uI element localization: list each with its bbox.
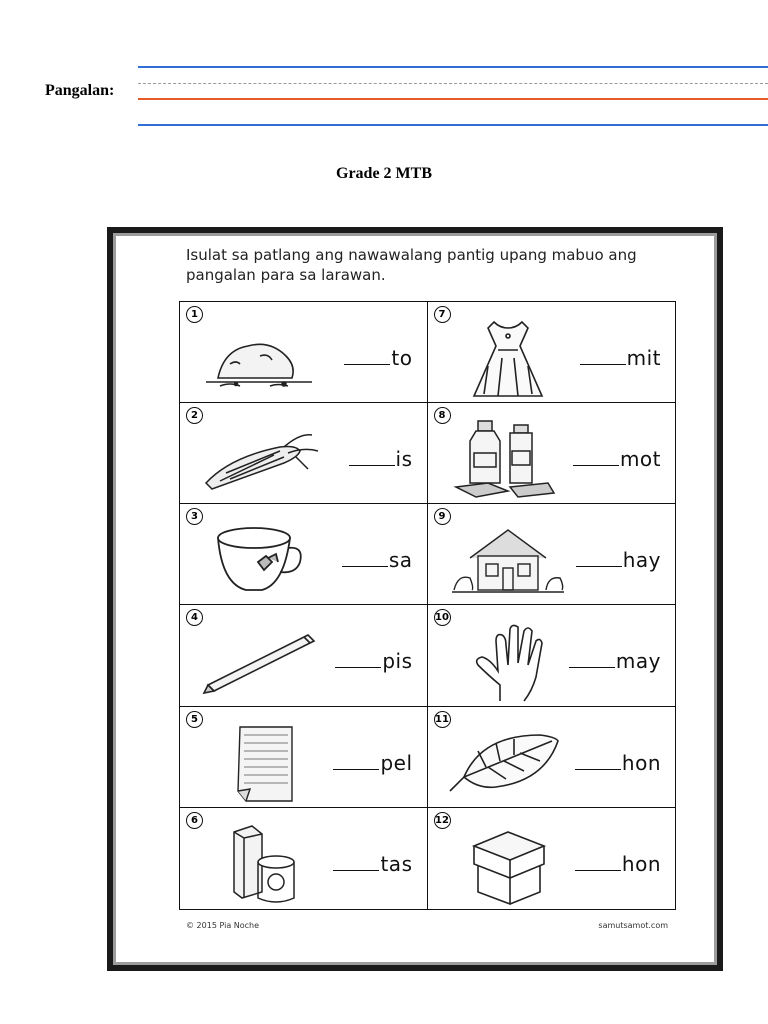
exercise-item: [428, 808, 676, 909]
item-number: 9: [434, 508, 451, 525]
exercise-item: [180, 504, 428, 605]
exercise-item: [428, 302, 676, 403]
box-icon: [448, 822, 568, 906]
corn-icon: [200, 417, 320, 501]
exercise-item: [180, 403, 428, 504]
worksheet: [107, 227, 723, 971]
answer-field[interactable]: [575, 751, 661, 775]
cup-icon: [200, 518, 320, 602]
item-number: 6: [186, 812, 203, 829]
exercise-grid: [179, 301, 676, 910]
pencil-icon: [200, 619, 320, 703]
name-label: Pangalan:: [45, 82, 115, 99]
exercise-item: [428, 707, 676, 808]
exercise-item: [180, 605, 428, 706]
item-number: 4: [186, 609, 203, 626]
item-number: 3: [186, 508, 203, 525]
syllable-suffix: sa: [388, 548, 413, 573]
answer-field[interactable]: [576, 548, 661, 572]
syllable-suffix: hon: [621, 851, 661, 876]
hand-icon: [448, 619, 568, 703]
answer-field[interactable]: [333, 852, 412, 876]
syllable-suffix: may: [615, 649, 661, 674]
item-number: 2: [186, 407, 203, 424]
syllable-suffix: pis: [382, 649, 413, 674]
house-icon: [448, 518, 568, 602]
writing-line-top: [138, 66, 768, 68]
exercise-item: [180, 808, 428, 909]
document-title: Grade 2 MTB: [336, 165, 432, 182]
item-number: 11: [434, 711, 451, 728]
writing-line-bottom: [138, 124, 768, 126]
answer-field[interactable]: [580, 346, 661, 370]
answer-field[interactable]: [573, 447, 661, 471]
writing-line-dashed: [138, 83, 768, 84]
answer-field[interactable]: [344, 346, 412, 370]
item-number: 5: [186, 711, 203, 728]
answer-field[interactable]: [335, 649, 412, 673]
exercise-item: [180, 707, 428, 808]
leaf-icon: [448, 721, 568, 805]
medicine-icon: [448, 417, 568, 501]
syllable-suffix: hon: [621, 750, 661, 775]
exercise-item: [428, 504, 676, 605]
syllable-suffix: tas: [380, 851, 413, 876]
website-text: samutsamot.com: [598, 921, 668, 930]
answer-field[interactable]: [569, 649, 661, 673]
syllable-suffix: hay: [622, 548, 661, 573]
paper-icon: [200, 721, 320, 805]
item-number: 10: [434, 609, 451, 626]
cans-icon: [200, 822, 320, 906]
answer-field[interactable]: [575, 852, 661, 876]
rock-icon: [200, 316, 320, 400]
item-number: 7: [434, 306, 451, 323]
syllable-suffix: mit: [626, 346, 661, 370]
syllable-suffix: mot: [619, 447, 661, 472]
exercise-item: [428, 403, 676, 504]
exercise-item: [428, 605, 676, 706]
syllable-suffix: to: [391, 346, 413, 370]
item-number: 12: [434, 812, 451, 829]
item-number: 1: [186, 306, 203, 323]
answer-field[interactable]: [342, 548, 413, 572]
dress-icon: [448, 316, 568, 400]
exercise-item: [180, 302, 428, 403]
instruction-text: Isulat sa patlang ang nawawalang pantig upang mabuo ang pangalan para sa larawan.: [186, 246, 637, 284]
writing-line-middle: [138, 98, 768, 100]
syllable-suffix: is: [395, 447, 413, 472]
syllable-suffix: pel: [380, 750, 413, 775]
item-number: 8: [434, 407, 451, 424]
answer-field[interactable]: [349, 447, 413, 471]
answer-field[interactable]: [333, 751, 412, 775]
copyright-text: © 2015 Pia Noche: [186, 921, 260, 930]
